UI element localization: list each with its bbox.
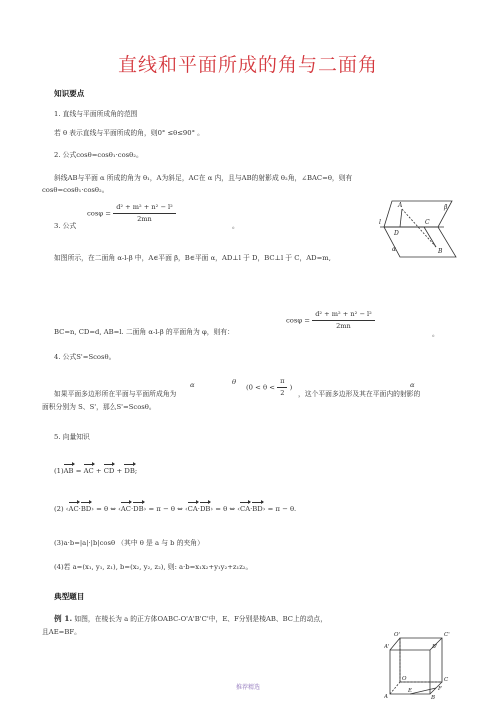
eq1-suffix: ;: [134, 467, 138, 475]
vector: AC: [69, 500, 79, 514]
section-heading-key-points: 知识要点: [54, 89, 85, 98]
plane-beta: [384, 201, 452, 227]
dihedral-angle-figure: [378, 193, 464, 265]
item2-text-line1: 斜线AB与平面 α 所成的角为 θ₁，A为斜足，AC在 α 内，且与AB的射影成 θ₂角，∠BAC=θ，则有: [54, 174, 353, 182]
eq2-relation: = θ ⇔: [215, 505, 236, 513]
vector-equation-4: (4)若 a=(x₁, y₁, z₁), b=(x₂, y₂, z₂), 则: a·b=x₁x₂+y₁y₂+z₁z₂。: [54, 563, 253, 571]
range-fraction: [277, 377, 287, 398]
eq2-relation: = θ ⇔: [96, 505, 116, 513]
label-f: F: [438, 686, 442, 692]
footer-text: 推荐精选: [235, 684, 260, 691]
segment-ab: [402, 209, 436, 247]
item3-tail-2: 。: [432, 330, 439, 338]
formula-denominator: 2mn: [336, 322, 351, 330]
vector: BD: [252, 500, 262, 514]
vector: BD: [81, 500, 91, 514]
label-d: D: [394, 230, 399, 237]
label-c-prime: C': [444, 632, 450, 638]
vector-equation-1: (1)AB = AC + CD + DB;: [54, 462, 137, 476]
range-den: 2: [280, 389, 285, 397]
label-a-prime: A': [384, 644, 390, 650]
eq2-relation: = π − θ.: [267, 505, 297, 513]
item1-text: 若 θ 表示直线与平面所成的角，则0° ≤θ≤90° 。: [54, 129, 204, 137]
formula-fraction: [113, 203, 176, 224]
item2-text-line2: cosθ=cosθ₁·cosθ₂。: [42, 186, 109, 194]
vector: DB: [133, 500, 143, 514]
formula-numerator: d² + m² + n² − l²: [312, 310, 375, 321]
label-b: B: [431, 695, 436, 700]
label-o-prime: O': [394, 632, 401, 638]
item4-text-b: 所成角为: [149, 390, 177, 398]
vector: AC: [121, 500, 131, 514]
vector-ac: AC: [84, 462, 94, 476]
vector-equation-2: (2) ‹AC·BD› = θ ⇔ ‹AC·DB› = π − θ ⇔ ‹CA·DB› = θ ⇔ ‹CA·BD› = π − θ.: [54, 500, 296, 514]
item3-text-line2: BC=n, CD=d, AB=l. 二面角 α-l-β 的平面角为 φ，则有：: [54, 328, 234, 336]
item3-text-line1: 如图所示，在二面角 α-l-β 中，A∈平面 β，B∈平面 α，AD⊥l 于 D，BC⊥l 于 C，AD=m,: [54, 254, 331, 262]
eq2-relation: = π − θ ⇔: [148, 505, 183, 513]
eq2-prefix: (2): [54, 505, 64, 513]
label-c: C: [444, 677, 449, 683]
item5-heading: 5. 向量知识: [54, 433, 90, 441]
item4-text-d: 内的射影的: [386, 390, 421, 398]
formula-numerator: d² + m² + n² − l²: [113, 203, 176, 214]
vector-ab: AB: [64, 462, 74, 476]
label-beta: β: [444, 204, 448, 211]
item4-theta-symbol: θ: [232, 378, 237, 386]
item4-alpha-symbol: α: [190, 381, 195, 389]
item4-text-a: 如果平面多边形所在平面与平面: [54, 390, 150, 398]
page-title: 直线和平面所成的角与二面角: [117, 54, 378, 76]
example1-line2: 且AE=BF。: [42, 628, 81, 636]
label-a: A: [398, 202, 403, 209]
formula-lhs: cosφ =: [87, 209, 112, 218]
segment-ad: [400, 209, 402, 227]
range-num: π: [277, 377, 287, 388]
range-close: ): [289, 383, 293, 392]
vector: CA: [188, 500, 198, 514]
formula-block-2: [286, 310, 375, 331]
vector: DB: [200, 500, 210, 514]
item4-range: [246, 377, 292, 398]
item4-text-c: ，这个平面多边形及其在平面: [298, 390, 387, 398]
eq1-prefix: (1): [54, 467, 64, 475]
formula-denominator: 2mn: [137, 215, 152, 223]
example1-line1: [54, 614, 327, 624]
item4-line2: 面积分别为 S、S'，那么S'=Scosθ。: [42, 403, 156, 411]
vector-db: DB: [124, 462, 134, 476]
label-b: B: [438, 248, 443, 255]
item4-line1: [54, 390, 176, 399]
item3-tail: 。: [232, 222, 239, 230]
item3-label: 3. 公式: [54, 222, 77, 230]
vector-cd: CD: [104, 462, 115, 476]
label-e: E: [408, 688, 413, 694]
range-open: (0 < θ <: [246, 383, 275, 392]
item2-heading: 2. 公式cosθ=cosθ₁·cosθ₂。: [54, 151, 143, 159]
formula-fraction: [312, 310, 375, 331]
item4-alpha-symbol-2: α: [410, 381, 415, 389]
example1-label: 例 1.: [54, 614, 73, 623]
label-l: l: [379, 219, 381, 226]
vector: CA: [240, 500, 250, 514]
segment-cb: [424, 227, 436, 247]
item4-heading: 4. 公式S'=Scosθ。: [54, 353, 116, 361]
formula-lhs: cosφ =: [286, 316, 311, 325]
label-o: O: [402, 676, 407, 682]
item4-line1-tail: [298, 390, 420, 399]
item1-heading: 1. 直线与平面所成角的范围: [54, 110, 138, 118]
label-a: A: [384, 694, 388, 700]
label-b-prime: B': [432, 644, 438, 650]
formula-block-1: [87, 203, 176, 224]
vector-equation-3: (3)a·b=|a|·|b|cosθ （其中 θ 是 a 与 b 的夹角）: [54, 539, 204, 547]
label-c: C: [425, 219, 430, 226]
section-heading-examples: 典型题目: [54, 592, 85, 601]
example1-text: 如图，在棱长为 a 的正方体OABC-O'A'B'C'中，E、F分别是棱AB、BC上的动点，: [74, 615, 327, 623]
label-alpha: α: [392, 246, 397, 253]
